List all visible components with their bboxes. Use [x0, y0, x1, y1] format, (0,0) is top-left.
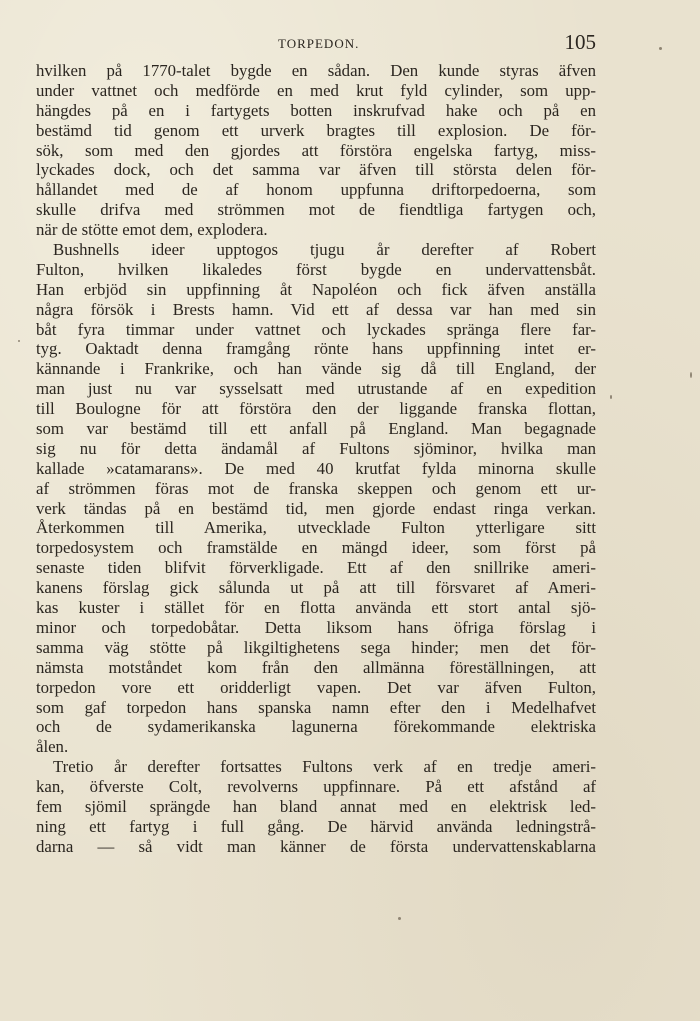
- text-line: skulle drifva med strömmen mot de fiendtliga fartygen och,: [36, 200, 596, 220]
- text-line: hvilken på 1770-talet bygde en sådan. Den kunde styras äfven: [36, 61, 596, 80]
- text-line: Fulton, hvilken likaledes först bygde en undervattensbåt.: [36, 259, 596, 279]
- text-line: sök, som med den gjordes att förstöra engelska fartyg, miss-: [36, 140, 596, 160]
- text-line: några försök i Brests hamn. Vid ett af dessa var han med sin: [36, 299, 596, 319]
- text-line: senaste tiden blifvit förverkligade. Ett af den snillrike ameri-: [36, 558, 596, 578]
- text-line: till Boulogne för att förstöra den der liggande franska flottan,: [36, 399, 596, 419]
- paper-speck: [18, 340, 20, 342]
- text-line: Tretio år derefter fortsattes Fultons verk af en tredje ameri-: [53, 757, 596, 777]
- text-line: nämsta motståndet kom från den allmänna föreställningen, att: [36, 657, 596, 677]
- paper-speck: [659, 47, 662, 50]
- text-line: sig nu för detta ändamål af Fultons sjöminor, hvilka man: [36, 438, 596, 458]
- text-line: torpedon vore ett oridderligt vapen. Det var äfven Fulton,: [36, 677, 596, 697]
- text-line: hängdes på en i fartygets botten inskrufvad hake och på en: [36, 100, 596, 120]
- text-line: och de sydamerikanska lagunerna förekommande elektriska: [36, 717, 596, 737]
- text-line: af strömmen föras mot de franska skeppen och genom ett ur-: [36, 478, 596, 498]
- text-line: kallade »catamarans». De med 40 krutfat fylda minorna skulle: [36, 458, 596, 478]
- text-line: tyg. Oaktadt denna framgång rönte hans uppfinning intet er-: [36, 339, 596, 359]
- text-line: lyckades dock, och det samma var äfven till största delen för-: [36, 160, 596, 180]
- text-line: Han erbjöd sin uppfinning åt Napoléon och fick äfven anställa: [36, 279, 596, 299]
- text-line: bestämd tid genom ett urverk bragtes till explosion. De för-: [36, 120, 596, 140]
- page-number: 105: [564, 30, 596, 54]
- text-line: när de stötte emot dem, explodera.: [36, 220, 268, 240]
- text-line: verk tändas på en bestämd tid, men gjorde endast ringa verkan.: [36, 498, 596, 518]
- text-line: fem sjömil sprängde han bland annat med en elektrisk led-: [36, 796, 596, 816]
- text-line: ning ett fartyg i full gång. De härvid använda ledningstrå-: [36, 816, 596, 836]
- text-line: Återkommen till Amerika, utvecklade Fulton ytterligare sitt: [36, 518, 596, 538]
- text-line: torpedosystem och framstälde en mängd ideer, som först på: [36, 538, 596, 558]
- text-line: samma väg stötte på likgiltighetens sega hinder; men det för-: [36, 637, 596, 657]
- text-line: kan, öfverste Colt, revolverns uppfinnare. På ett afstånd af: [36, 777, 596, 797]
- text-line: kanens förslag gick sålunda ut på att till försvaret af Ameri-: [36, 578, 596, 598]
- text-line: båt fyra timmar under vattnet och lyckades spränga flere far-: [36, 319, 596, 339]
- paper-speck: [690, 372, 692, 378]
- text-line: kas kuster i stället för en flotta använda ett stort antal sjö-: [36, 598, 596, 618]
- paper-speck: [610, 395, 612, 399]
- paper-speck: [398, 917, 401, 920]
- text-line: hållandet med de af honom uppfunna driftorpedoerna, som: [36, 180, 596, 200]
- text-line: man just nu var sysselsatt med utrustande af en expedition: [36, 379, 596, 399]
- text-line: som var bestämd till ett anfall på England. Man begagnade: [36, 419, 596, 439]
- page-header: [36, 30, 596, 60]
- text-line: Bushnells ideer upptogos tjugu år derefter af Robert: [53, 240, 596, 260]
- text-line: minor och torpedobåtar. Detta liksom hans öfriga förslag i: [36, 617, 596, 637]
- body-text: [36, 61, 596, 857]
- text-line: kännande i Frankrike, och han vände sig då till England, der: [36, 359, 596, 379]
- text-line: darna — så vidt man känner de första undervattenskablarna: [36, 836, 596, 856]
- running-head: TORPEDON.: [278, 36, 360, 51]
- text-line: som gaf torpedon hans spanska namn efter den i Medelhafvet: [36, 697, 596, 717]
- text-line: under vattnet och medförde en med krut fyld cylinder, som upp-: [36, 80, 596, 100]
- text-line: ålen.: [36, 737, 69, 757]
